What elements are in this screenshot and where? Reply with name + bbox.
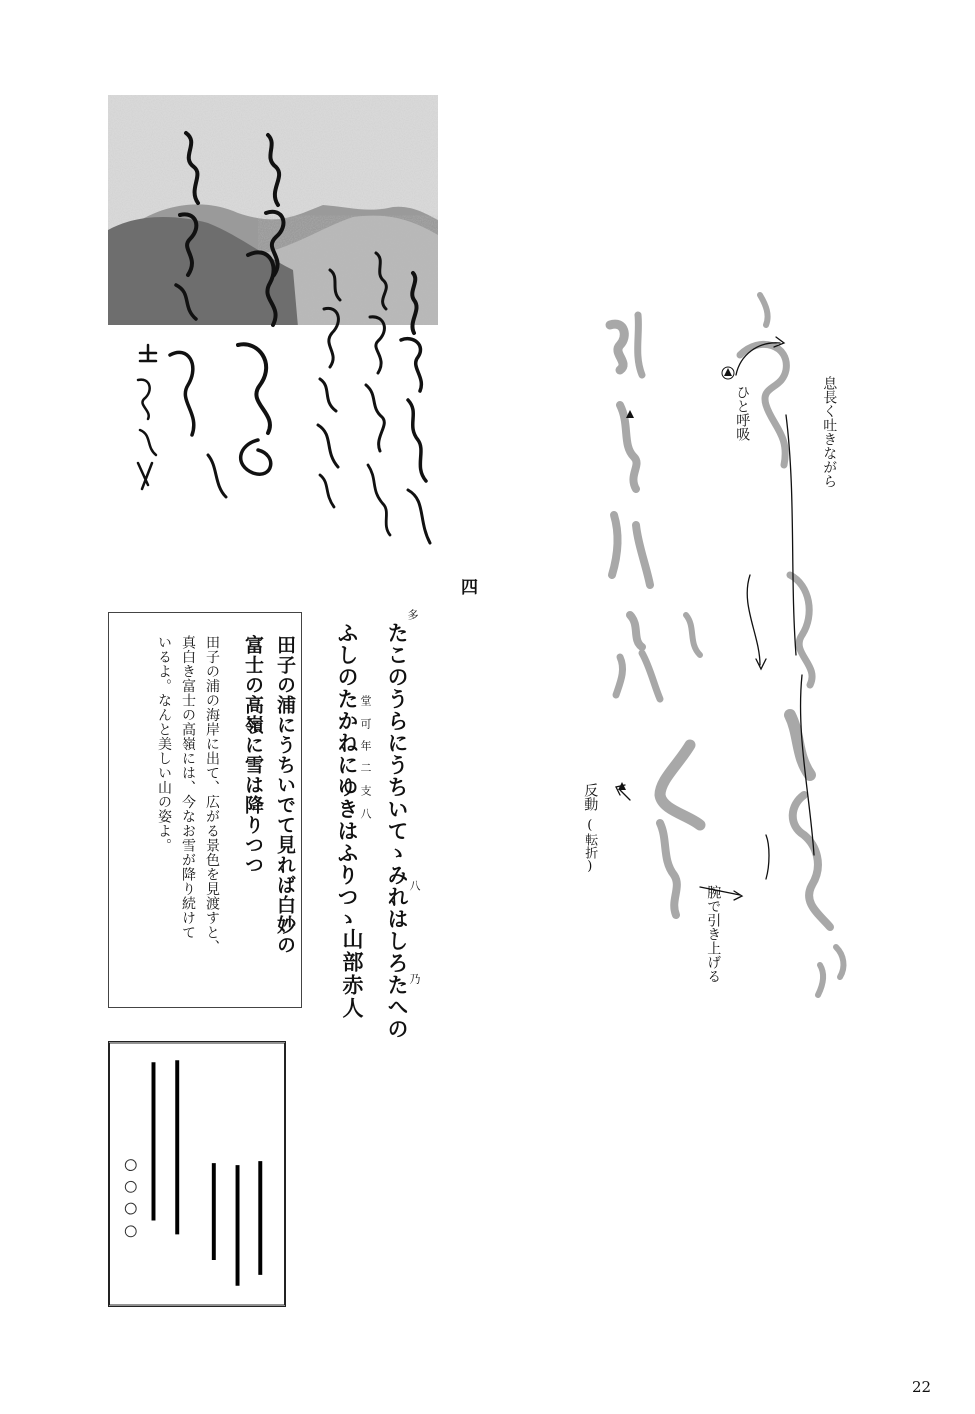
annotation-rebound: 反動 bbox=[582, 783, 599, 811]
poem-line-1: たこのうらにうちいてゝみれはしろたへの bbox=[385, 622, 410, 1040]
meaning-line-2: 真白き富士の高嶺には、今なお雪が降り続けて bbox=[180, 635, 196, 940]
ruby-to: 堂 bbox=[359, 695, 372, 706]
modern-line-1: 田子の浦にうちいでて見れば白妙の bbox=[274, 635, 296, 955]
annotation-breath-long: 息長く吐きながら bbox=[821, 376, 838, 488]
brush-trace-diagram bbox=[590, 275, 860, 1035]
ruby-ha2: 八 bbox=[359, 808, 372, 819]
annotation-lift-arm: 腕で引き上げる bbox=[705, 885, 722, 983]
page-number: 22 bbox=[912, 1378, 932, 1396]
ruby-ni: 二 bbox=[359, 762, 372, 773]
ruby-no: 乃 bbox=[408, 973, 421, 984]
meaning-line-1: 田子の浦の海岸に出て、広がる景色を見渡すと、 bbox=[204, 635, 220, 954]
layout-circle bbox=[125, 1226, 136, 1237]
layout-diagram bbox=[108, 1041, 286, 1307]
meaning-line-3: いるよ。なんと美しい山の姿よ。 bbox=[156, 635, 172, 853]
ruby-ha: 八 bbox=[408, 880, 421, 891]
ruby-ne: 年 bbox=[359, 740, 372, 751]
annotation-turn: (転折) bbox=[582, 818, 598, 874]
ruby-ka: 可 bbox=[359, 718, 372, 729]
annotation-one-breath: ひと呼吸 bbox=[734, 385, 751, 441]
layout-circle bbox=[125, 1181, 136, 1192]
layout-circle bbox=[125, 1203, 136, 1214]
section-number: 四 bbox=[457, 578, 477, 595]
translation-box bbox=[108, 612, 302, 1008]
poem-author: 山部赤人 bbox=[340, 928, 365, 1020]
calligraphy-artwork bbox=[108, 95, 438, 575]
layout-circle bbox=[125, 1160, 136, 1171]
modern-line-2: 富士の高嶺に雪は降りつつ bbox=[242, 635, 264, 875]
ruby-ki: 支 bbox=[359, 785, 372, 796]
poem-line-2: ふしのたかねにゆきはふりつゝ bbox=[335, 622, 360, 930]
annotation-turn-text: 転折 bbox=[582, 833, 598, 859]
ruby-ta: 多 bbox=[406, 609, 419, 620]
